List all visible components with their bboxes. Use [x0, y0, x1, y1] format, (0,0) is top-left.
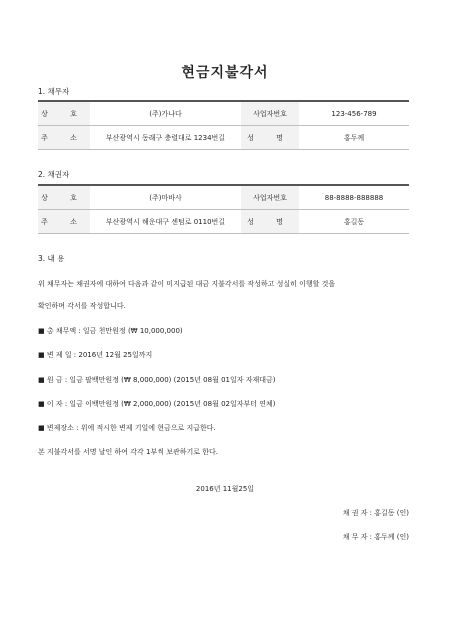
table-value: (주)마바사	[90, 185, 241, 210]
table-value: 홍길동	[299, 210, 409, 234]
table-label: 사업자번호	[241, 101, 299, 126]
content-paragraph-line2: 확인하며 각서를 작성합니다.	[38, 302, 126, 310]
item-due-date: ■ 변 제 일 : 2016년 12월 25일까지	[38, 351, 153, 359]
creditor-table	[38, 184, 409, 234]
table-row	[38, 126, 409, 150]
table-label: 주 소	[38, 210, 90, 234]
table-label: 상 호	[38, 185, 90, 210]
table-row	[38, 185, 409, 210]
debtor-section-heading: 1. 채무자	[38, 87, 70, 96]
closing-statement: 본 지불각서를 서명 날인 하여 각각 1부씩 보관하기로 한다.	[38, 448, 219, 456]
item-interest: ■ 이 자 : 일금 이백만원정 (₩ 2,000,000) (2015년 08월 02일자부터 연체)	[38, 400, 276, 408]
table-row	[38, 101, 409, 126]
creditor-section-heading: 2. 채권자	[38, 170, 70, 179]
document-date: 2016년 11월25일	[195, 485, 255, 493]
table-row	[38, 210, 409, 234]
table-label: 사업자번호	[241, 185, 299, 210]
table-value: 88-8888-888888	[299, 185, 409, 210]
table-value: 홍두께	[299, 126, 409, 150]
debtor-table	[38, 100, 409, 150]
content-section-heading: 3. 내 용	[38, 254, 65, 263]
creditor-signature: 채 권 자 : 홍길동 (인)	[342, 509, 409, 517]
table-label: 성 명	[241, 210, 299, 234]
table-value: 부산광역시 동래구 충렬대로 1234번길	[90, 126, 241, 150]
table-label: 성 명	[241, 126, 299, 150]
table-value: (주)가나다	[90, 101, 241, 126]
item-principal: ■ 원 금 : 일금 팔백만원정 (₩ 8,000,000) (2015년 08월 01일자 자재대금)	[38, 376, 276, 384]
item-total-debt: ■ 총 채무액 : 일금 천만원정 (₩ 10,000,000)	[38, 327, 183, 335]
content-paragraph-line1: 위 채무자는 채권자에 대하여 다음과 같이 미지급된 대금 지불각서를 작성하고 성실히 이행할 것을	[38, 280, 336, 288]
table-label: 상 호	[38, 101, 90, 126]
item-payment-place: ■ 변제장소 : 위에 적시한 변제 기일에 현금으로 지급한다.	[38, 424, 216, 432]
table-value: 부산광역시 해운대구 센텀로 0110번길	[90, 210, 241, 234]
table-label: 주 소	[38, 126, 90, 150]
document-title: 현금지불각서	[181, 65, 269, 81]
table-value: 123-456-789	[299, 101, 409, 126]
debtor-signature: 채 무 자 : 홍두께 (인)	[342, 533, 409, 541]
